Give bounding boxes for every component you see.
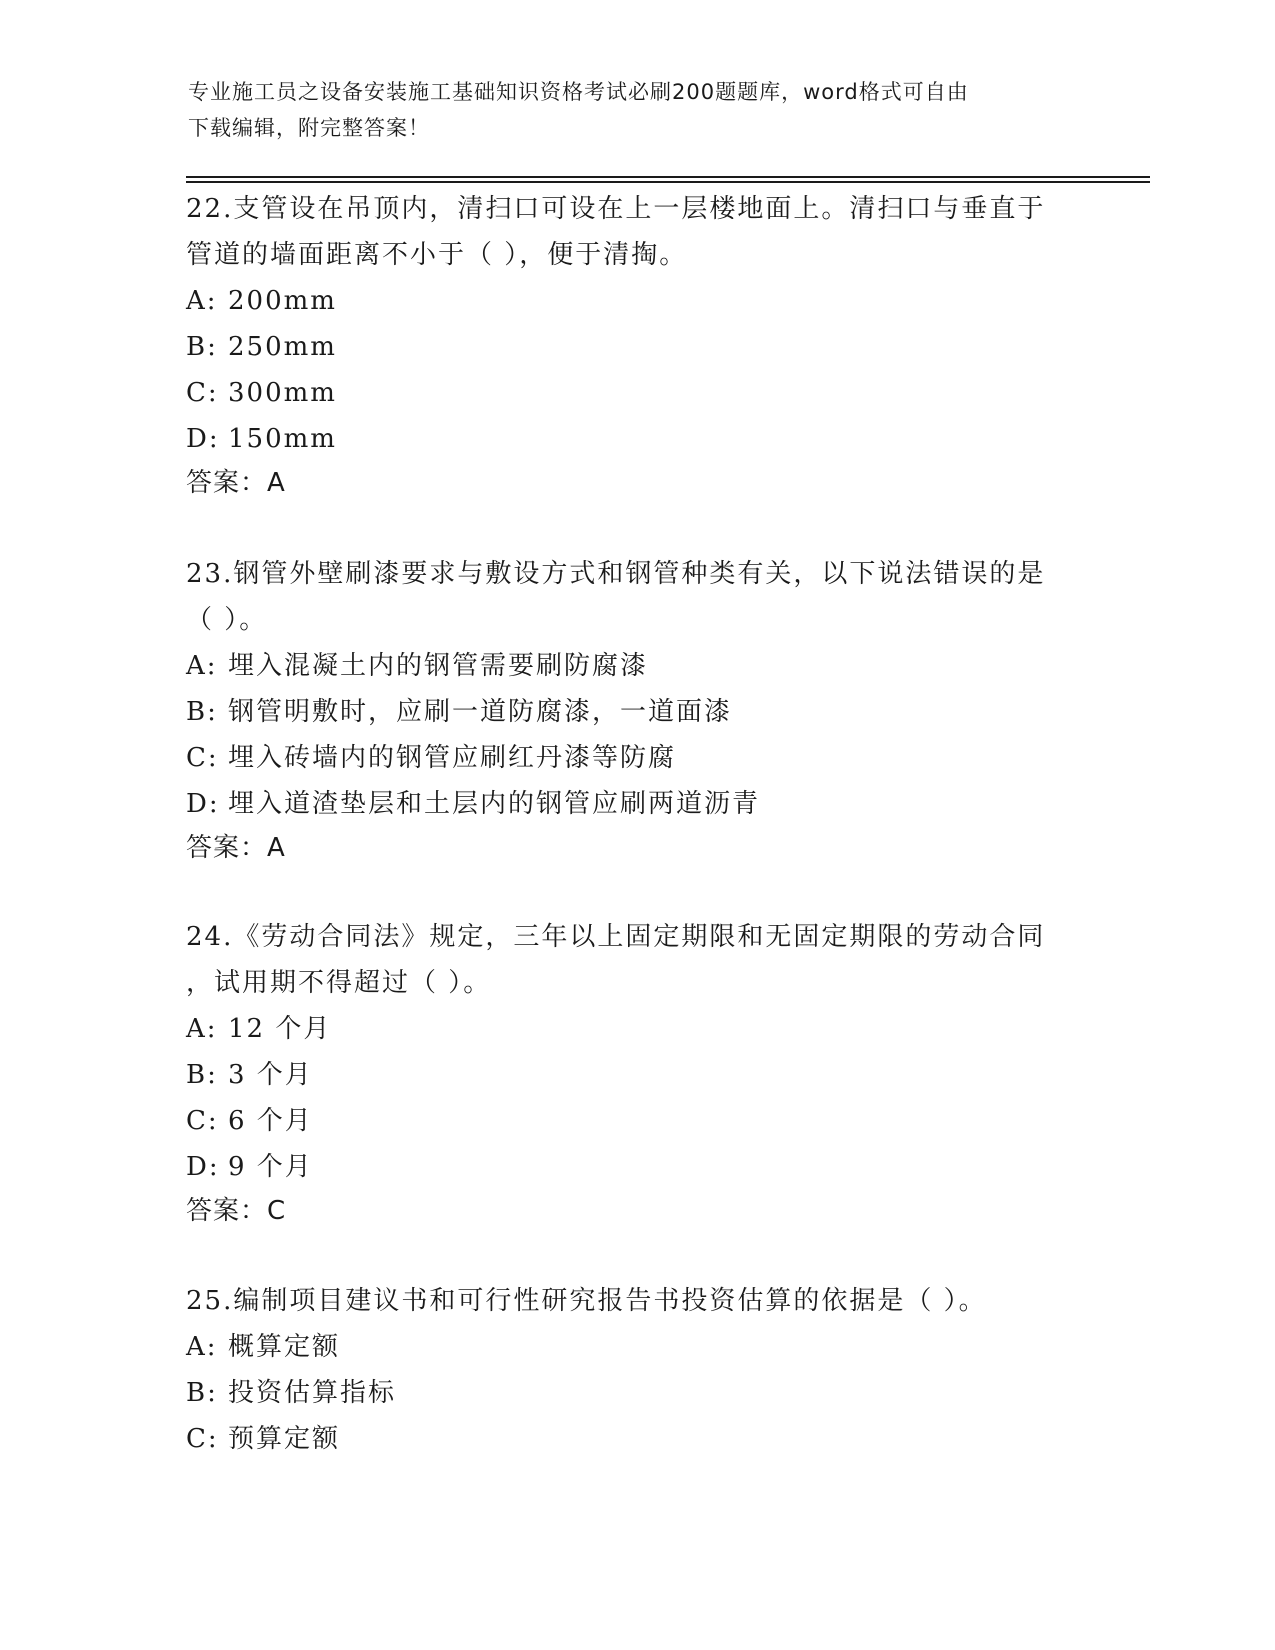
option-key: A: <box>186 1332 218 1362</box>
option-text: 预算定额 <box>228 1424 341 1454</box>
option-key: B: <box>186 332 218 362</box>
question-text-line-1: 25.编制项目建议书和可行性研究报告书投资估算的依据是（ ）。 <box>186 1286 987 1316</box>
option-b <box>186 689 1086 735</box>
option-text: 300mm <box>228 378 337 408</box>
option-d <box>186 1144 1086 1190</box>
question-text-line-1: 24.《劳动合同法》规定，三年以上固定期限和无固定期限的劳动合同 <box>186 922 1046 952</box>
option-c <box>186 1416 1086 1462</box>
option-text: 250mm <box>228 332 337 362</box>
option-key: C: <box>186 743 219 773</box>
option-c <box>186 1098 1086 1144</box>
option-a <box>186 1324 1086 1370</box>
header-divider-bottom <box>186 181 1150 183</box>
option-text: 12 个月 <box>228 1014 332 1044</box>
option-key: B: <box>186 697 218 727</box>
option-text: 200mm <box>228 286 337 316</box>
document-header <box>188 74 1088 146</box>
option-key: C: <box>186 1424 219 1454</box>
header-line-2: 下载编辑，附完整答案！ <box>188 116 430 140</box>
option-key: A: <box>186 651 218 681</box>
option-key: D: <box>186 1152 220 1182</box>
option-b <box>186 324 1086 370</box>
header-line-1: 专业施工员之设备安装施工基础知识资格考试必刷200题题库，word格式可自由 <box>188 80 969 104</box>
option-key: A: <box>186 1014 218 1044</box>
option-text: 埋入混凝土内的钢管需要刷防腐漆 <box>228 651 649 681</box>
option-d <box>186 416 1086 462</box>
option-text: 3 个月 <box>228 1060 313 1090</box>
question-text-line-1: 23.钢管外壁刷漆要求与敷设方式和钢管种类有关，以下说法错误的是 <box>186 559 1046 589</box>
answer: 答案：A <box>186 468 286 498</box>
option-text: 投资估算指标 <box>228 1378 397 1408</box>
question-text-line-1: 22.支管设在吊顶内，清扫口可设在上一层楼地面上。清扫口与垂直于 <box>186 194 1046 224</box>
question-23 <box>186 551 1086 869</box>
question-22 <box>186 186 1086 504</box>
option-b <box>186 1052 1086 1098</box>
option-b <box>186 1370 1086 1416</box>
option-key: D: <box>186 424 220 454</box>
question-25 <box>186 1278 1086 1462</box>
option-text: 6 个月 <box>228 1106 313 1136</box>
question-text-line-2: 管道的墙面距离不小于（ ），便于清掏。 <box>186 240 688 270</box>
option-text: 埋入道渣垫层和土层内的钢管应刷两道沥青 <box>228 789 761 819</box>
option-text: 概算定额 <box>228 1332 341 1362</box>
option-key: B: <box>186 1060 218 1090</box>
question-text-line-2: ，试用期不得超过（ ）。 <box>186 968 492 998</box>
option-text: 9 个月 <box>228 1152 313 1182</box>
option-c <box>186 370 1086 416</box>
question-text-line-2: （ ）。 <box>186 605 268 635</box>
question-24 <box>186 914 1086 1232</box>
answer: 答案：A <box>186 833 286 863</box>
option-key: D: <box>186 789 220 819</box>
option-c <box>186 735 1086 781</box>
option-a <box>186 643 1086 689</box>
option-key: A: <box>186 286 218 316</box>
option-a <box>186 278 1086 324</box>
option-key: C: <box>186 378 219 408</box>
answer: 答案：C <box>186 1196 287 1226</box>
option-d <box>186 781 1086 827</box>
option-text: 150mm <box>228 424 337 454</box>
header-divider-top <box>186 176 1150 178</box>
option-a <box>186 1006 1086 1052</box>
option-text: 埋入砖墙内的钢管应刷红丹漆等防腐 <box>228 743 677 773</box>
option-key: B: <box>186 1378 218 1408</box>
option-key: C: <box>186 1106 219 1136</box>
option-text: 钢管明敷时，应刷一道防腐漆，一道面漆 <box>228 697 733 727</box>
